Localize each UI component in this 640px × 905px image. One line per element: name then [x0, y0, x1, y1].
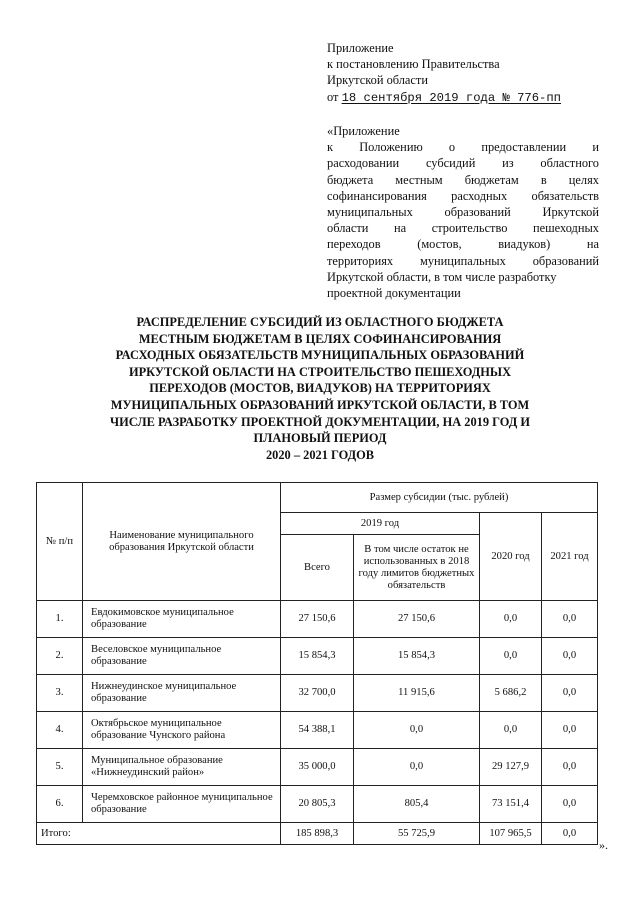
- total-label: Итого:: [37, 823, 281, 845]
- row-num: 1.: [37, 601, 83, 638]
- row-2020: 0,0: [480, 712, 542, 749]
- row-total: 32 700,0: [281, 675, 354, 712]
- title-line: РАСПРЕДЕЛЕНИЕ СУБСИДИЙ ИЗ ОБЛАСТНОГО БЮДЖЕТА: [136, 315, 504, 329]
- date-prefix: от: [327, 89, 339, 104]
- total-2021: 0,0: [542, 823, 598, 845]
- row-name: Евдокимовское муниципальное образование: [83, 601, 281, 638]
- appendix-line-1: Приложение: [327, 41, 394, 55]
- row-total: 54 388,1: [281, 712, 354, 749]
- title-line: РАСХОДНЫХ ОБЯЗАТЕЛЬСТВ МУНИЦИПАЛЬНЫХ ОБРАЗОВАНИЙ: [115, 348, 525, 363]
- row-remainder: 0,0: [354, 749, 480, 786]
- row-2021: 0,0: [542, 749, 598, 786]
- title-line: МУНИЦИПАЛЬНЫХ ОБРАЗОВАНИЙ ИРКУТСКОЙ ОБЛАСТИ, В ТОМ: [110, 397, 530, 412]
- title-line: ПЕРЕХОДОВ (МОСТОВ, ВИАДУКОВ) НА ТЕРРИТОРИЯХ: [149, 381, 491, 396]
- row-2020: 29 127,9: [480, 749, 542, 786]
- row-2020: 73 151,4: [480, 786, 542, 823]
- inner-appendix-line: территориях муниципальных образований: [327, 253, 599, 268]
- inner-appendix: [327, 123, 599, 301]
- table-row: [37, 638, 598, 675]
- title-line: ПЛАНОВЫЙ ПЕРИОД: [253, 431, 387, 446]
- row-remainder: 805,4: [354, 786, 480, 823]
- subsidy-table: [36, 482, 598, 845]
- header-2020: 2020 год: [480, 513, 542, 601]
- header-subsidy-size: Размер субсидии (тыс. рублей): [281, 483, 598, 513]
- row-total: 15 854,3: [281, 638, 354, 675]
- appendix-header: [327, 40, 587, 106]
- document-title: [70, 314, 570, 463]
- date-value: 18 сентября 2019 года № 776-пп: [341, 90, 561, 105]
- row-name: Черемховское районное муниципальное образование: [83, 786, 281, 823]
- table-row: [37, 601, 598, 638]
- row-remainder: 15 854,3: [354, 638, 480, 675]
- row-total: 20 805,3: [281, 786, 354, 823]
- table-row: [37, 712, 598, 749]
- row-remainder: 27 150,6: [354, 601, 480, 638]
- inner-appendix-line: бюджета местным бюджетам в целях: [327, 172, 599, 187]
- row-2021: 0,0: [542, 675, 598, 712]
- row-num: 4.: [37, 712, 83, 749]
- inner-appendix-line: муниципальных образований Иркутской: [327, 205, 599, 220]
- row-name: Октябрьское муниципальное образование Чунского района: [83, 712, 281, 749]
- inner-appendix-line: переходов (мостов, виадуков) на: [327, 237, 599, 252]
- inner-appendix-line: проектной документации: [327, 286, 461, 301]
- row-2021: 0,0: [542, 601, 598, 638]
- inner-appendix-line: к Положению о предоставлении и: [327, 140, 599, 155]
- total-sum: 185 898,3: [281, 823, 354, 845]
- row-num: 3.: [37, 675, 83, 712]
- row-2021: 0,0: [542, 712, 598, 749]
- inner-appendix-line: софинансирования расходных обязательств: [327, 188, 599, 203]
- row-2020: 0,0: [480, 601, 542, 638]
- row-name: Муниципальное образование «Нижнеудинский район»: [83, 749, 281, 786]
- row-name: Нижнеудинское муниципальное образование: [83, 675, 281, 712]
- title-line: МЕСТНЫМ БЮДЖЕТАМ В ЦЕЛЯХ СОФИНАНСИРОВАНИЯ: [138, 331, 502, 346]
- inner-appendix-line: расходовании субсидий из областного: [327, 156, 599, 171]
- header-num: № п/п: [37, 483, 83, 601]
- header-2021: 2021 год: [542, 513, 598, 601]
- row-name: Веселовское муниципальное образование: [83, 638, 281, 675]
- row-num: 2.: [37, 638, 83, 675]
- table-row: [37, 786, 598, 823]
- row-total: 27 150,6: [281, 601, 354, 638]
- table-row: [37, 675, 598, 712]
- row-num: 5.: [37, 749, 83, 786]
- total-remainder: 55 725,9: [354, 823, 480, 845]
- inner-appendix-first-line: «Приложение: [327, 124, 400, 138]
- row-2021: 0,0: [542, 786, 598, 823]
- title-line: 2020 – 2021 ГОДОВ: [265, 447, 375, 462]
- header-name: Наименование муниципального образования Иркутской области: [83, 483, 281, 601]
- title-line: ИРКУТСКОЙ ОБЛАСТИ НА СТРОИТЕЛЬСТВО ПЕШЕХОДНЫХ: [128, 364, 512, 379]
- inner-appendix-line: Иркутской области, в том числе разработку: [327, 269, 557, 284]
- row-remainder: 0,0: [354, 712, 480, 749]
- total-2020: 107 965,5: [480, 823, 542, 845]
- title-line: ЧИСЛЕ РАЗРАБОТКУ ПРОЕКТНОЙ ДОКУМЕНТАЦИИ, НА 2019 ГОД И: [109, 414, 530, 429]
- closing-quote: ».: [599, 838, 608, 852]
- row-2020: 5 686,2: [480, 675, 542, 712]
- row-total: 35 000,0: [281, 749, 354, 786]
- appendix-date-line: [327, 89, 587, 106]
- appendix-line-2: к постановлению Правительства: [327, 57, 500, 72]
- table-row: [37, 749, 598, 786]
- row-2020: 0,0: [480, 638, 542, 675]
- row-remainder: 11 915,6: [354, 675, 480, 712]
- row-2021: 0,0: [542, 638, 598, 675]
- appendix-line-3: Иркутской области: [327, 73, 428, 88]
- total-row: [37, 823, 598, 845]
- row-num: 6.: [37, 786, 83, 823]
- header-including-remainder: В том числе остаток не использованных в 2018 году лимитов бюджетных обязательств: [354, 535, 480, 601]
- header-total: Всего: [281, 535, 354, 601]
- header-2019: 2019 год: [281, 513, 480, 535]
- inner-appendix-line: области на строительство пешеходных: [327, 221, 599, 236]
